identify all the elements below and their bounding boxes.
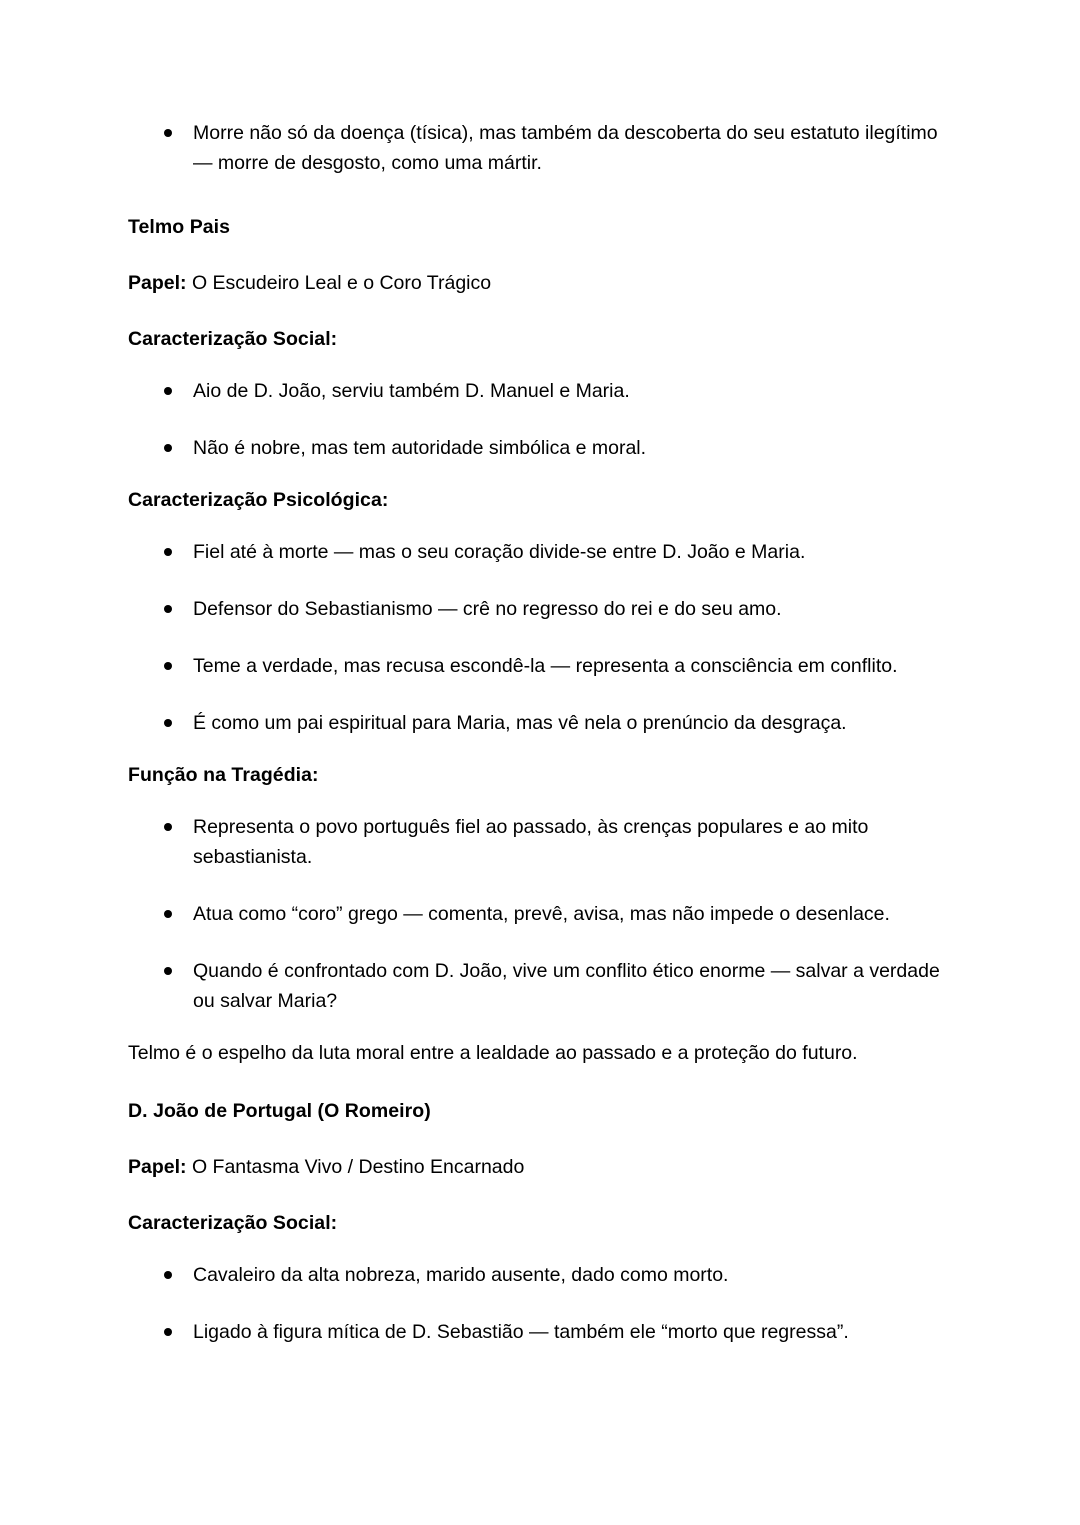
spacer: [128, 1068, 950, 1096]
joao-papel-label: Papel:: [128, 1156, 187, 1178]
telmo-papel-label: Papel:: [128, 272, 187, 294]
spacer: [128, 178, 950, 212]
list-item: Não é nobre, mas tem autoridade simbólica e moral.: [128, 433, 950, 463]
spacer: [128, 1126, 950, 1152]
document-content: [128, 118, 950, 1347]
list-item: Ligado à figura mítica de D. Sebastião — também ele “morto que regressa”.: [128, 1317, 950, 1347]
subheading-telmo-caracterizacao-social: Caracterização Social:: [128, 328, 338, 350]
spacer: [128, 298, 950, 324]
joao-papel-value: O Fantasma Vivo / Destino Encarnado: [186, 1156, 525, 1178]
spacer: [128, 463, 950, 485]
subheading-telmo-funcao-na-tragedia: Função na Tragédia:: [128, 764, 319, 786]
spacer: [128, 738, 950, 760]
spacer: [128, 1016, 950, 1038]
spacer: [128, 354, 950, 376]
spacer: [128, 1238, 950, 1260]
section-heading-d-joao-de-portugal: D. João de Portugal (O Romeiro): [128, 1100, 431, 1122]
subheading-telmo-caracterizacao-psicologica: Caracterização Psicológica:: [128, 489, 389, 511]
spacer: [128, 790, 950, 812]
joao-papel-paragraph: [128, 1152, 950, 1182]
list-item: É como um pai espiritual para Maria, mas vê nela o prenúncio da desgraça.: [128, 708, 950, 738]
list-item: Defensor do Sebastianismo — crê no regresso do rei e do seu amo.: [128, 594, 950, 624]
telmo-papel-value: O Escudeiro Leal e o Coro Trágico: [186, 272, 492, 294]
spacer: [128, 242, 950, 268]
list-item: Representa o povo português fiel ao passado, às crenças populares e ao mito sebastianista.: [128, 812, 950, 872]
subheading-joao-caracterizacao-social: Caracterização Social:: [128, 1212, 338, 1234]
list-item: Quando é confrontado com D. João, vive um conflito ético enorme — salvar a verdade ou salvar Maria?: [128, 956, 950, 1016]
telmo-social-list: [128, 376, 950, 463]
spacer: [128, 1182, 950, 1208]
telmo-funcao-list: [128, 812, 950, 1016]
list-item: Morre não só da doença (tísica), mas também da descoberta do seu estatuto ilegítimo — morre de desgosto, como uma mártir.: [128, 118, 950, 178]
list-item: Atua como “coro” grego — comenta, prevê, avisa, mas não impede o desenlace.: [128, 899, 950, 929]
list-item: Fiel até à morte — mas o seu coração divide-se entre D. João e Maria.: [128, 537, 950, 567]
telmo-conclusao-paragraph: Telmo é o espelho da luta moral entre a lealdade ao passado e a proteção do futuro.: [128, 1042, 858, 1064]
intro-bullet-list: [128, 118, 950, 178]
telmo-psicologica-list: [128, 537, 950, 738]
joao-social-list: [128, 1260, 950, 1347]
list-item: Cavaleiro da alta nobreza, marido ausente, dado como morto.: [128, 1260, 950, 1290]
telmo-papel-paragraph: [128, 268, 950, 298]
spacer: [128, 515, 950, 537]
list-item: Aio de D. João, serviu também D. Manuel e Maria.: [128, 376, 950, 406]
section-heading-telmo-pais: Telmo Pais: [128, 216, 231, 238]
list-item: Teme a verdade, mas recusa escondê-la — representa a consciência em conflito.: [128, 651, 950, 681]
